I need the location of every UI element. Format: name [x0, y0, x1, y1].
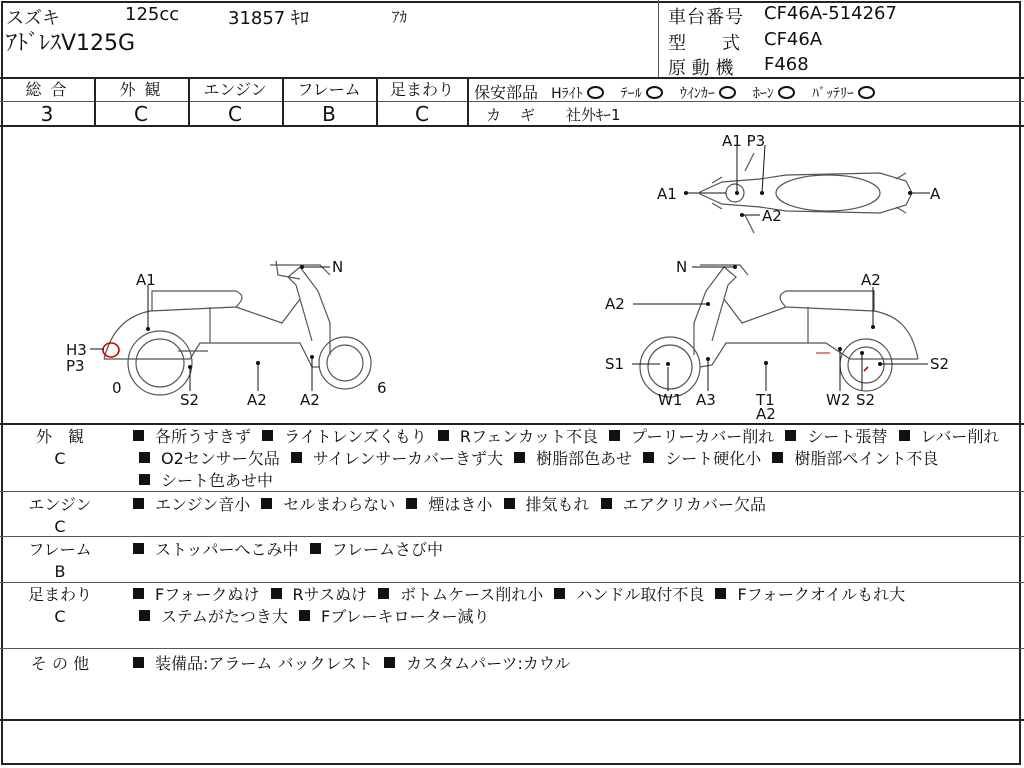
defect-item [893, 427, 1000, 446]
defect-text: ライトレンズくもり [284, 427, 427, 446]
defect-text: Fフォークオイルもれ大 [737, 585, 906, 604]
defect-item [133, 427, 251, 446]
grade-divider-5 [467, 78, 469, 126]
defect-text: カスタムパーツ:カウル [406, 654, 571, 673]
defect-text: ステムがたつき大 [161, 607, 288, 626]
section-engine-grade: C [54, 517, 66, 536]
safety-taillight: ﾃｰﾙ [621, 83, 675, 102]
bullet-square-icon [899, 430, 910, 441]
diagram-label: H3 [66, 341, 87, 359]
bullet-square-icon [554, 588, 565, 599]
defect-item [432, 427, 598, 446]
bullet-square-icon [262, 430, 273, 441]
defect-item [637, 449, 761, 468]
diagram-label: W1 [658, 391, 683, 409]
grade-frame-value: B [322, 102, 336, 126]
defect-item [400, 495, 492, 514]
diagram-label: A2 [300, 391, 320, 409]
defect-text: Fブレーキローター減り [320, 607, 490, 626]
defect-item [548, 585, 704, 604]
defect-item [256, 427, 427, 446]
safety-horn: ﾎｰﾝ [753, 83, 807, 102]
diagram-label: A1 [136, 271, 156, 289]
diagram-label: S2 [930, 355, 950, 373]
defect-text: 排気もれ [525, 495, 590, 514]
bullet-square-icon [261, 498, 272, 509]
type-value: CF46A [764, 29, 823, 50]
engine-value: F468 [764, 54, 809, 75]
defect-text: エアクリカバー欠品 [622, 495, 766, 514]
diagram-label: A [930, 185, 941, 203]
bullet-square-icon [514, 452, 525, 463]
diagram-label: A2 [861, 271, 881, 289]
bullet-square-icon [133, 430, 144, 441]
circle-icon [778, 86, 795, 99]
defect-text: Rフェンカット不良 [459, 427, 599, 446]
defect-item [133, 495, 250, 514]
bullet-square-icon [139, 474, 150, 485]
top-view-scooter [700, 153, 912, 233]
defect-item [779, 427, 887, 446]
type-label: 型 式 [668, 33, 740, 54]
section-suspension [10, 584, 110, 628]
safety-parts [474, 80, 887, 103]
section-exterior-grade: C [54, 449, 66, 468]
section-suspension-label: 足まわり [27, 585, 92, 604]
section-exterior [10, 426, 110, 470]
defect-item [255, 495, 395, 514]
defect-text: シート張替 [807, 427, 888, 446]
defect-text: シート色あせ中 [161, 471, 274, 490]
displacement: 125cc [125, 4, 180, 25]
defect-item [133, 449, 280, 468]
defect-item [133, 585, 259, 604]
defect-text: Rサスぬけ [292, 585, 367, 604]
defect-text: レバー削れ [920, 427, 1000, 446]
header-divider [658, 0, 659, 78]
bullet-square-icon [139, 452, 150, 463]
diagram-label: 6 [377, 379, 387, 397]
defect-text: セルまわらない [283, 495, 396, 514]
mileage: 31857 ｷﾛ [228, 8, 309, 29]
section-bottom-rule [0, 719, 1024, 721]
section-rule [0, 491, 1024, 492]
diagram-label: A3 [696, 391, 716, 409]
damage-mark [864, 367, 868, 371]
diagram-label: T1 [756, 391, 775, 409]
defect-text: 煙はき小 [428, 495, 493, 514]
grade-overall [0, 78, 94, 126]
defect-text: ハンドル取付不良 [576, 585, 705, 604]
diagram-label: S2 [180, 391, 200, 409]
grade-divider-2 [188, 78, 190, 126]
section-exterior-items [133, 426, 1013, 492]
section-engine [10, 494, 110, 538]
grade-divider-4 [376, 78, 378, 126]
section-frame [10, 539, 110, 583]
defect-item [498, 495, 590, 514]
bullet-square-icon [601, 498, 612, 509]
defect-item [133, 654, 373, 673]
defect-item [133, 540, 299, 559]
grade-exterior [94, 78, 188, 126]
defect-item [595, 495, 766, 514]
engine-label: 原 動 機 [668, 58, 734, 79]
safety-label: 保安部品 [474, 83, 539, 102]
bullet-square-icon [504, 498, 515, 509]
grade-divider-3 [282, 78, 284, 126]
damage-diagram [0, 127, 1024, 423]
defect-item [304, 540, 443, 559]
diagram-label: S2 [856, 391, 876, 409]
bullet-square-icon [310, 543, 321, 554]
diagram-label: A2 [247, 391, 267, 409]
bullet-square-icon [378, 588, 389, 599]
diagram-label: A2 [762, 207, 782, 225]
key-label: カ ギ [486, 106, 538, 124]
grade-engine [188, 78, 282, 126]
defect-item [133, 471, 273, 490]
defect-text: 各所うすきず [155, 427, 252, 446]
bullet-square-icon [139, 610, 150, 621]
frame-no: CF46A-514267 [764, 3, 897, 24]
defect-item [508, 449, 632, 468]
defect-text: プーリーカバー削れ [631, 427, 775, 446]
defect-text: Fフォークぬけ [155, 585, 260, 604]
defect-text: 樹脂部ペイント不良 [794, 449, 939, 468]
defect-item [378, 654, 570, 673]
grade-frame [282, 78, 376, 126]
diagram-label: A1 [657, 185, 677, 203]
defect-text: O2センサー欠品 [161, 449, 280, 468]
grade-overall-label: 総 合 [25, 80, 69, 99]
section-exterior-label: 外 観 [35, 427, 84, 446]
defect-text: ストッパーへこみ中 [155, 540, 299, 559]
grade-engine-label: エンジン [203, 80, 267, 99]
defect-item [709, 585, 905, 604]
section-engine-label: エンジン [28, 495, 92, 514]
diagram-label: N [332, 258, 344, 276]
color: ｱｶ [392, 8, 408, 26]
diagram-label: W2 [826, 391, 851, 409]
grade-exterior-value: C [134, 102, 148, 126]
section-rule [0, 582, 1024, 583]
bullet-square-icon [133, 498, 144, 509]
grade-overall-value: 3 [40, 102, 54, 126]
bullet-square-icon [384, 657, 395, 668]
frame-no-label: 車台番号 [668, 7, 744, 28]
section-frame-grade: B [54, 562, 66, 581]
bullet-square-icon [785, 430, 796, 441]
bullet-square-icon [406, 498, 417, 509]
grade-suspension [376, 78, 468, 126]
section-suspension-grade: C [54, 607, 66, 626]
section-frame-items [133, 539, 1013, 561]
circle-icon [646, 86, 663, 99]
diagram-label: A1 P3 [722, 132, 766, 150]
defect-text: 装備品:アラーム バックレスト [155, 654, 373, 673]
key-value: 社外ｷｰ1 [566, 106, 621, 124]
defect-item [372, 585, 543, 604]
defect-text: シート硬化小 [665, 449, 762, 468]
maker: スズキ [6, 8, 60, 29]
grade-divider-1 [94, 78, 96, 126]
section-other-label: そ の 他 [30, 654, 90, 673]
grade-exterior-label: 外 観 [119, 80, 163, 99]
bullet-square-icon [438, 430, 449, 441]
defect-text: サイレンサーカバーきず大 [312, 449, 504, 468]
defect-item [265, 585, 367, 604]
bullet-square-icon [609, 430, 620, 441]
bullet-square-icon [133, 657, 144, 668]
section-rule [0, 648, 1024, 649]
defect-item [766, 449, 938, 468]
circle-icon [719, 86, 736, 99]
safety-headlight: Hﾗｲﾄ [551, 83, 616, 102]
model-name: ｱﾄﾞﾚｽV125G [6, 31, 136, 56]
damage-mark [103, 343, 119, 357]
bullet-square-icon [133, 588, 144, 599]
safety-winker: ｳｲﾝｶｰ [680, 83, 748, 102]
bullet-square-icon [133, 543, 144, 554]
circle-icon [858, 86, 875, 99]
diagram-label: 0 [112, 379, 122, 397]
section-frame-label: フレーム [28, 540, 92, 559]
safety-battery: ﾊﾞｯﾃﾘｰ [812, 83, 887, 102]
diagram-label: P3 [66, 357, 85, 375]
defect-text: ボトムケース削れ小 [400, 585, 544, 604]
defect-item [133, 607, 288, 626]
grade-suspension-value: C [415, 102, 429, 126]
bullet-square-icon [299, 610, 310, 621]
bullet-square-icon [772, 452, 783, 463]
defect-item [285, 449, 503, 468]
section-suspension-items [133, 584, 1013, 628]
grade-engine-value: C [228, 102, 242, 126]
diagram-bottom-rule [0, 423, 1024, 425]
bullet-square-icon [291, 452, 302, 463]
grade-frame-label: フレーム [297, 80, 361, 99]
diagram-label: A2 [756, 405, 776, 423]
defect-text: フレームさび中 [331, 540, 443, 559]
defect-item [293, 607, 490, 626]
bullet-square-icon [643, 452, 654, 463]
bullet-square-icon [271, 588, 282, 599]
defect-text: エンジン音小 [155, 495, 251, 514]
defect-text: 樹脂部色あせ [536, 449, 633, 468]
section-engine-items [133, 494, 1013, 516]
grade-suspension-label: 足まわり [389, 80, 454, 99]
diagram-label: S1 [605, 355, 625, 373]
bullet-square-icon [715, 588, 726, 599]
section-other-items [133, 653, 1013, 675]
diagram-label: N [676, 258, 688, 276]
section-rule [0, 536, 1024, 537]
circle-icon [587, 86, 604, 99]
defect-item [603, 427, 774, 446]
diagram-label: A2 [605, 295, 625, 313]
